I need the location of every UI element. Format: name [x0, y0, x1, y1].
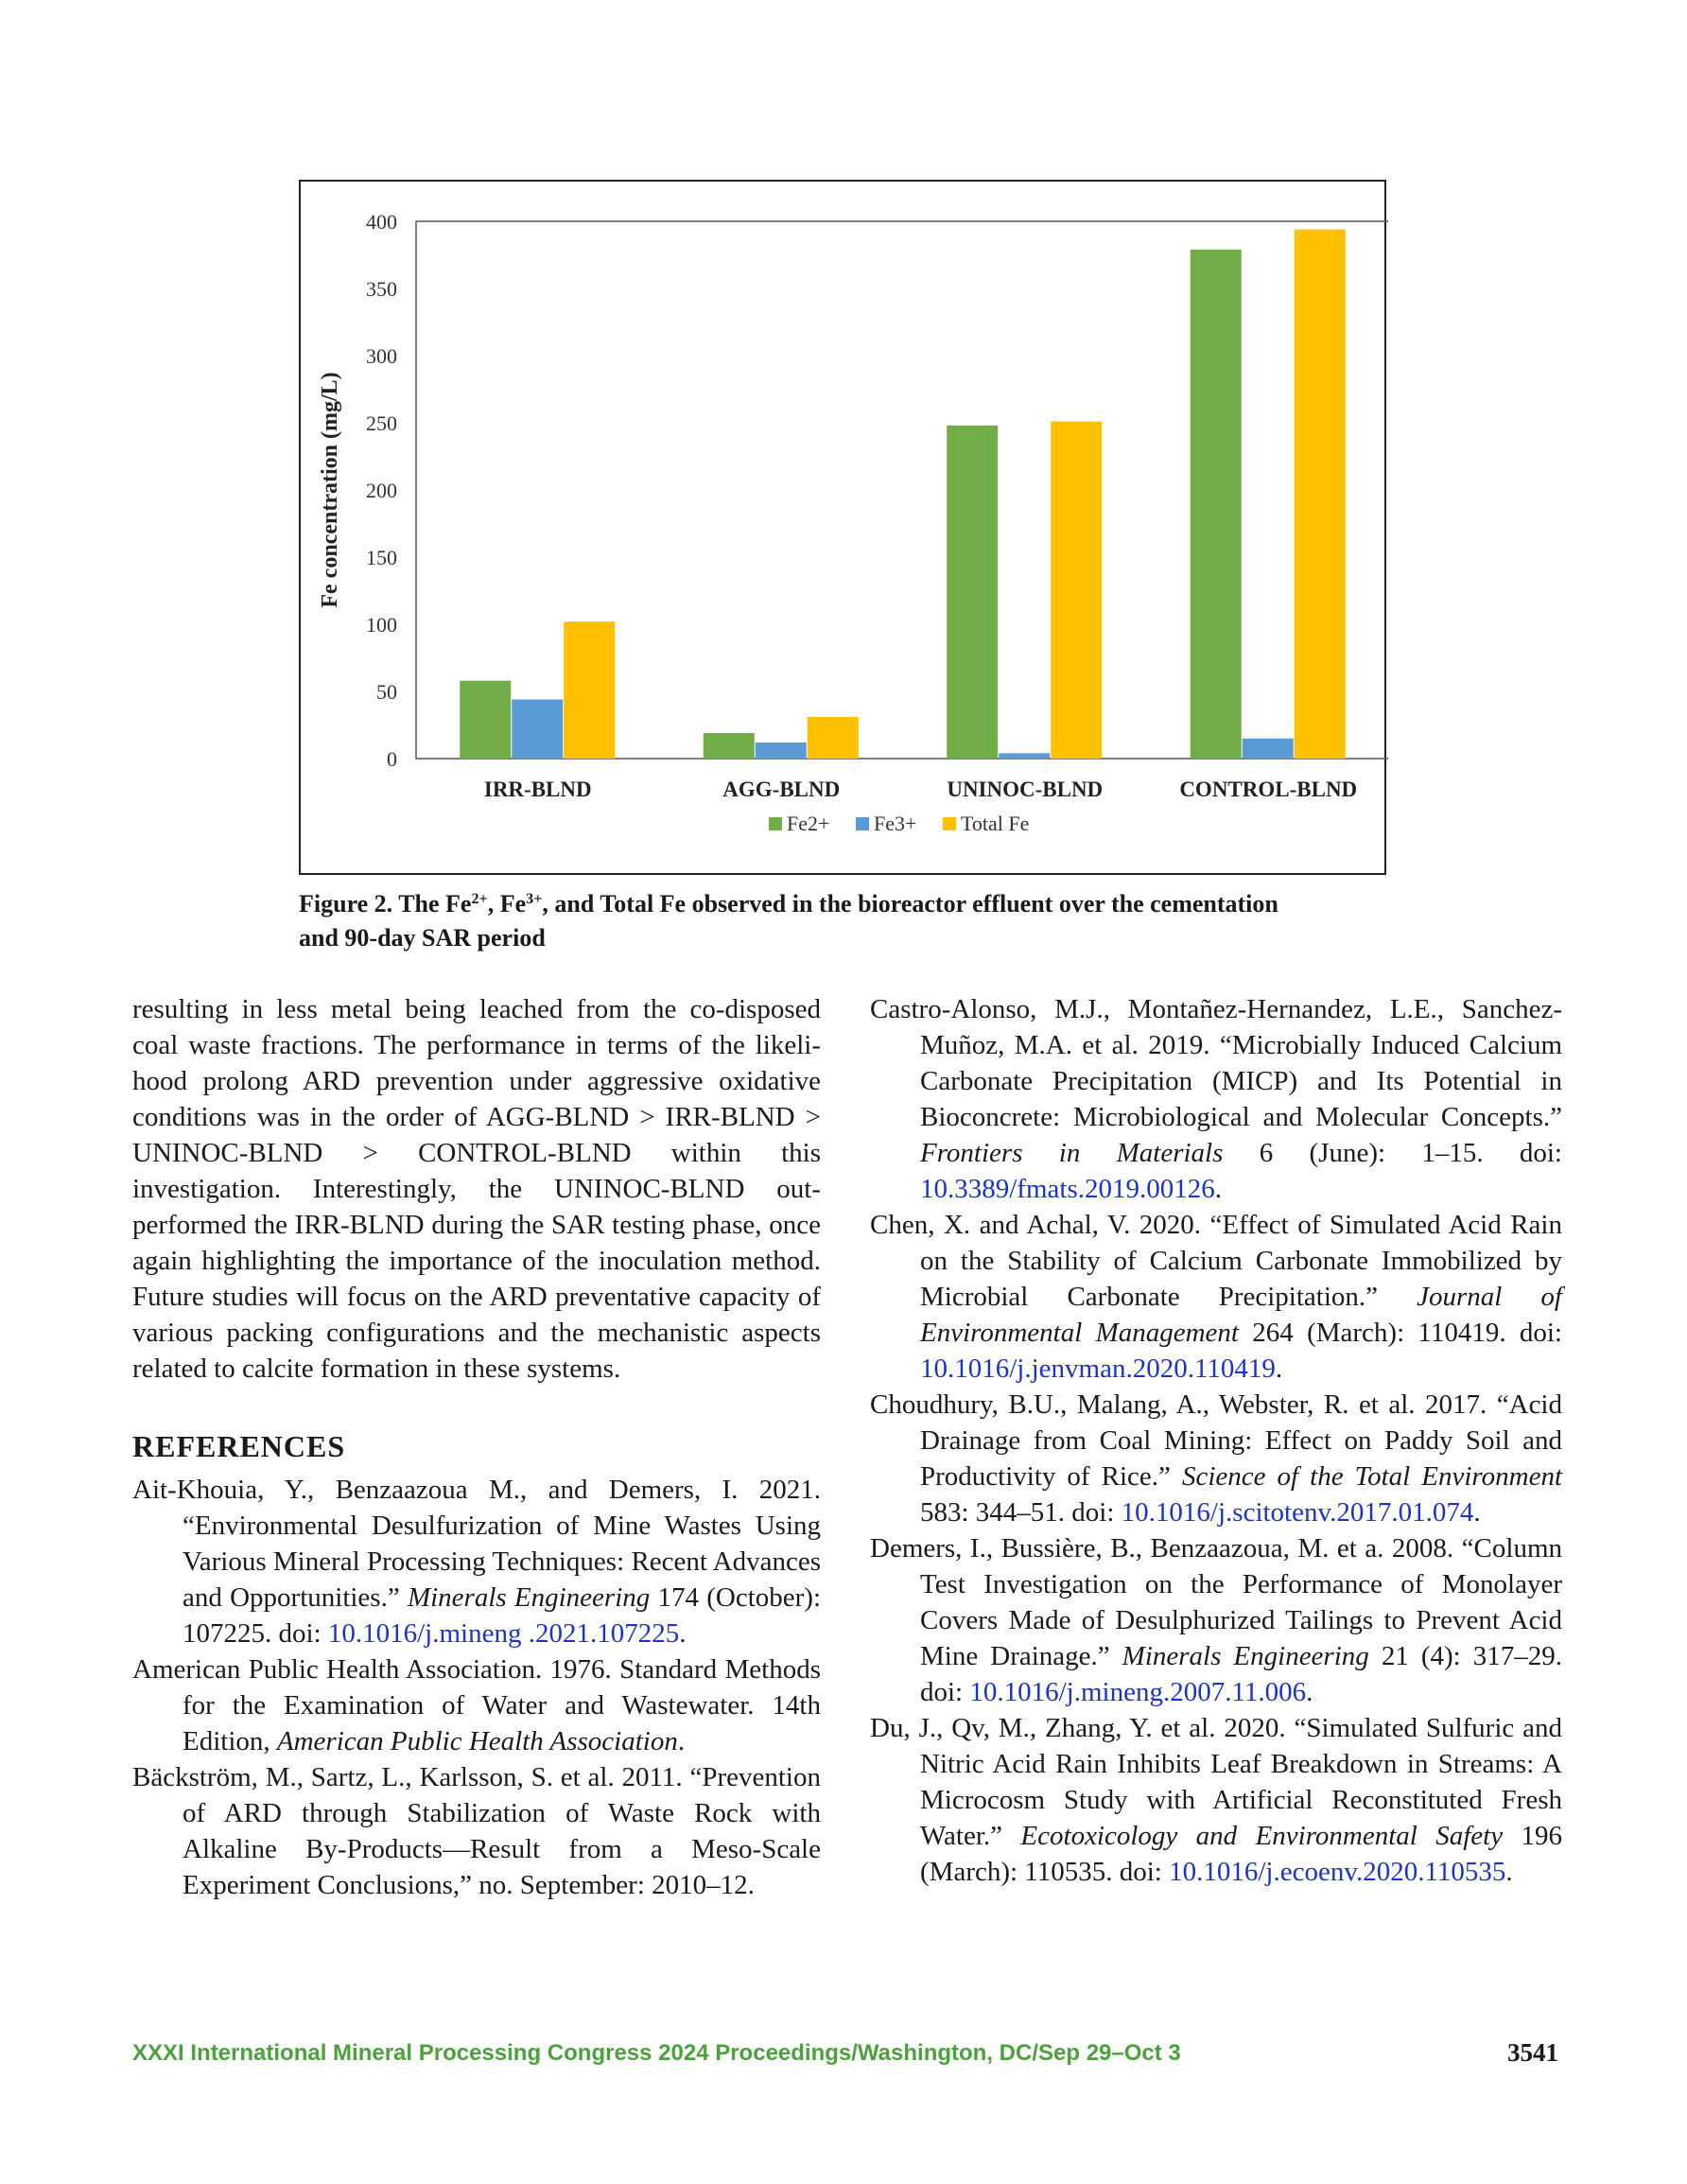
y-tick-label: 100 [366, 613, 397, 637]
reference-entry [870, 1530, 1562, 1710]
reference-text: American Public Health Association. 1976. Standard Methods for the Examination of Water and Wastewater. 14th Edition, [132, 1654, 821, 1756]
x-tick-label: CONTROL-BLND [1179, 778, 1358, 801]
reference-details: 264 (March): 110419. doi: [1238, 1318, 1562, 1348]
caption-sup-fe2: 2+ [471, 891, 488, 908]
y-tick-label: 150 [366, 546, 397, 569]
references-list-left [132, 1472, 821, 1903]
caption-line-2: and 90-day SAR period [299, 924, 546, 952]
reference-journal: Minerals Engineering [1122, 1641, 1369, 1671]
reference-journal: Ecotoxicology and Environmental Safety [1020, 1821, 1504, 1851]
bar-fe2-irr-blnd [460, 681, 511, 759]
caption-prefix: Figure 2. The Fe [299, 890, 472, 917]
reference-entry [132, 1759, 821, 1903]
reference-journal: Journal of Environmental Management [920, 1282, 1562, 1348]
reference-details: . [677, 1726, 686, 1756]
references-list-right [870, 991, 1562, 1890]
bar-fe3-control-blnd [1243, 739, 1294, 759]
reference-entry [870, 1710, 1562, 1890]
footer-conference: XXXI International Mineral Processing Congress 2024 Proceedings/Washington, DC/Sep 29–Oct 3 [132, 2040, 1181, 2066]
reference-end: . [1275, 1354, 1283, 1384]
reference-entry [870, 1207, 1562, 1387]
y-tick-label: 300 [366, 344, 397, 368]
plot-area [416, 221, 1388, 759]
reference-doi-link[interactable]: 10.1016/j.mineng .2021.107225 [327, 1618, 680, 1649]
caption-rest: , and Total Fe observed in the bioreactor effluent over the cementation [542, 890, 1278, 917]
reference-details: 583: 344–51. doi: [920, 1497, 1122, 1528]
legend-swatch-totalfe [943, 817, 956, 830]
legend-swatch-fe3 [856, 817, 869, 830]
x-tick-label: UNINOC-BLND [947, 778, 1104, 801]
reference-end: . [1214, 1174, 1222, 1204]
y-tick-label: 0 [387, 747, 397, 771]
bar-totalfe-agg-blnd [808, 717, 859, 759]
reference-text: Castro-Alonso, M.J., Montañez-Hernandez, L.E., Sanchez-Muñoz, M.A. et al. 2019. “Microbially Induced Calcium Carbonate Precipitation (MICP) and Its Potential in Bioconcrete: Microbiological and Molecular Concepts.” [870, 994, 1562, 1132]
body-paragraph: resulting in less metal being leached from the co-disposed coal waste fractions. The performance in terms of the likelihood prolong ARD prevention under aggressive oxidative conditions was in the order of AGG-BLND > IRR-BLND > UNINOC-BLND > CONTROL-BLND within this investigation. Interestingly, the UNINOC-BLND outperformed the IRR-BLND during the SAR testing phase, once again highlighting the importance of the inoculation method. Future studies will focus on the ARD preventative capacity of various packing configurations and the mechanistic aspects related to calcite formation in these systems. [132, 994, 821, 1384]
reference-text: Ait-Khouia, Y., Benzaazoua M., and Demers, I. 2021. “Environmental Desulfurization of Mine Wastes Using Various Mineral Processing Techniques: Recent Advances and Opportunities.” [132, 1475, 821, 1613]
legend-label: Fe2+ [787, 812, 830, 835]
reference-details: 196 (March): 110535. doi: [920, 1821, 1562, 1887]
reference-doi-link[interactable]: 10.1016/j.ecoenv.2020.110535 [1169, 1857, 1506, 1887]
reference-entry [870, 991, 1562, 1207]
legend-label: Fe3+ [874, 812, 917, 835]
y-tick-label: 200 [366, 479, 397, 502]
reference-entry [870, 1387, 1562, 1530]
reference-text: Chen, X. and Achal, V. 2020. “Effect of Simulated Acid Rain on the Stability of Calcium Carbonate Immobilized by Microbial Carbonate Precipitation.” [870, 1210, 1562, 1312]
reference-text: Demers, I., Bussière, B., Benzaazoua, M. et a. 2008. “Column Test Investigation on the Performance of Monolayer Covers Made of Desulphurized Tailings to Prevent Acid Mine Drainage.” [870, 1533, 1562, 1671]
reference-doi-link[interactable]: 10.3389/fmats.2019.00126 [920, 1174, 1215, 1204]
bar-fe2-uninoc-blnd [947, 426, 998, 759]
reference-entry [132, 1651, 821, 1759]
y-axis-label: Fe concentration (mg/L) [318, 372, 342, 608]
reference-details: 174 (October): 107225. doi: [183, 1582, 822, 1649]
figure-2-chart [299, 180, 1386, 875]
figure-caption [299, 887, 1396, 955]
bar-fe3-irr-blnd [512, 700, 563, 759]
reference-end: . [1505, 1857, 1513, 1887]
bar-totalfe-irr-blnd [564, 621, 615, 759]
y-tick-label: 50 [376, 680, 397, 704]
legend-label: Total Fe [961, 812, 1030, 835]
bar-fe3-uninoc-blnd [999, 753, 1050, 759]
y-tick-label: 350 [366, 277, 397, 301]
y-tick-label: 250 [366, 411, 397, 435]
bar-totalfe-uninoc-blnd [1051, 422, 1102, 759]
page-number: 3541 [1507, 2038, 1558, 2067]
reference-doi-link[interactable]: 10.1016/j.mineng.2007.11.006 [969, 1677, 1307, 1707]
reference-text: Choudhury, B.U., Malang, A., Webster, R. et al. 2017. “Acid Drainage from Coal Mining: Effect on Paddy Soil and Productivity of Rice.” [870, 1389, 1562, 1492]
reference-text: Bäckström, M., Sartz, L., Karlsson, S. et al. 2011. “Prevention of ARD through Stabilization of Waste Rock with Alkaline By-Products—Result from a Meso-Scale Experiment Conclusions,” no. September: 2010–12. [132, 1762, 821, 1900]
reference-journal: Frontiers in Materials [920, 1138, 1224, 1168]
x-tick-label: AGG-BLND [722, 778, 841, 801]
bar-fe2-agg-blnd [704, 733, 755, 759]
x-tick-label: IRR-BLND [483, 778, 592, 801]
reference-end: . [1473, 1497, 1481, 1528]
reference-text: Du, J., Qv, M., Zhang, Y. et al. 2020. “Simulated Sulfuric and Nitric Acid Rain Inhibits Leaf Breakdown in Streams: A Microcosm Study with Artificial Reconstituted Fresh Water.” [870, 1713, 1562, 1851]
right-column [870, 991, 1562, 1890]
reference-end: . [1306, 1677, 1313, 1707]
reference-end: . [679, 1618, 687, 1649]
bar-fe2-control-blnd [1191, 250, 1242, 759]
reference-details: 6 (June): 1–15. doi: [1223, 1138, 1562, 1168]
reference-journal: American Public Health Association [276, 1726, 678, 1756]
caption-mid: , Fe [487, 890, 527, 917]
reference-entry [132, 1472, 821, 1651]
reference-details: 21 (4): 317–29. doi: [920, 1641, 1562, 1707]
reference-doi-link[interactable]: 10.1016/j.scitotenv.2017.01.074 [1121, 1497, 1474, 1528]
y-tick-label: 400 [366, 210, 397, 234]
caption-line-1 [299, 887, 1396, 921]
left-column [132, 991, 821, 1903]
reference-doi-link[interactable]: 10.1016/j.jenvman.2020.110419 [920, 1354, 1276, 1384]
legend-swatch-fe2 [769, 817, 782, 830]
bar-fe3-agg-blnd [756, 743, 807, 759]
reference-journal: Science of the Total Environment [1181, 1461, 1562, 1492]
references-heading: REFERENCES [132, 1429, 346, 1463]
reference-journal: Minerals Engineering [407, 1582, 651, 1613]
bar-totalfe-control-blnd [1295, 230, 1346, 759]
caption-sup-fe3: 3+ [526, 891, 543, 908]
bar-chart-svg [301, 182, 1388, 877]
